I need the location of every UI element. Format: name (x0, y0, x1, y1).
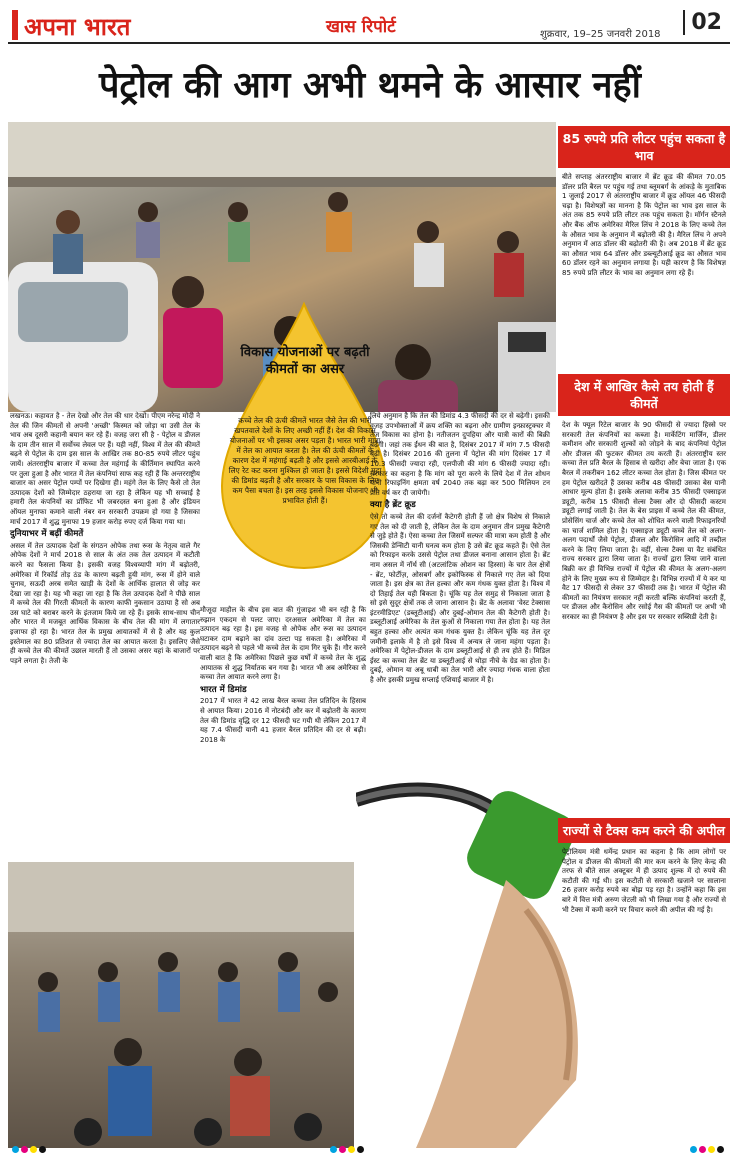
article-lead: लखनऊ। कहावत है - तेल देखो और तेल की धार देखो। पीएम नरेन्द्र मोदी ने तेल की जिन कीमतों से अपनी 'अच्छी' किस्मत को जोड़ा था उसी तेल के भाव अब दूसरी कहानी बयान कर रहे हैं। वजह जरा सी है - पेट्रोल व डीजल के दाम तीन साल में सर्वोच्च लेवल पर हैं। यही नहीं, विश्व में तेल की कीमतें बढ़ने से पेट्रोल के दाम इस साल के आखिर तक 80-85 रुपये लीटर पहुंच जायें। अंतरराष्ट्रीय बाजार में कच्चा तेल महंगाई के कीर्तिमान स्थापित करने पर तुला हुआ है और भारत में तेल कंपनियां साफ कह रही हैं कि अन्तरराष्ट्रीय बाजार का असर पेट्रोल पम्पों पर दिखेगा ही। महंगे तेल के लिए कैसे तो तेल उत्पादक देशों को जिम्मेदार ठहराया जा रहा है लेकिन यह भी सच्चाई है हमारी तेल कंपनियों का प्रॉफिट भी जबरदस्त बना हुआ है और इंडियन ऑयल मुनाफा कमाने वाली नंबर वन सरकारी उपक्रम हो गया है जिसका मार्च 2017 में शुद्ध मुनाफा 19 हजार करोड़ रुपए दर्ज किया गया था। (10, 412, 200, 526)
sidebar-box-price-setting (558, 374, 730, 814)
brand-accent-bar (12, 10, 18, 40)
masthead (8, 8, 730, 44)
issue-date: शुक्रवार, 19–25 जनवरी 2018 (540, 29, 661, 40)
black-dot (39, 1146, 46, 1153)
article-col2-body: मौजूदा माहौल के बीच इस बात की गुंजाइश भी बन रही है कि रुझान एकदम से पलट जाए। दरअसल अमेरिका में तेल का उत्पादन बढ़ रहा है। इस वजह से ओपेक और रूस का उत्पादन घटाकर दाम बढ़ाने का दांव उल्टा पड़ सकता है। अमेरिका में उत्पादन बढ़ने से पहले भी कच्चे तेल के दाम गिर चुके हैं। गौर करने वाली बात है कि अमेरिका पिछले कुछ वर्षों में कच्चे तेल के शुद्ध आयातक से शुद्ध निर्यातक बन गया है। भारत भी अब अमेरिका से कच्चा तेल आयात करने लगा है। (200, 606, 366, 682)
section-label: खास रिपोर्ट (326, 17, 396, 37)
registration-dots-center (330, 1146, 364, 1156)
sidebar-box1-body: बीते सप्ताह अंतरराष्ट्रीय बाजार में ब्रेंट क्रूड की कीमत 70.05 डॉलर प्रति बैरल पर पहुंच गई तथा ब्लूमबर्ग के आंकड़े के मुताबिक 1 जुलाई 2017 से अंतरराष्ट्रीय बाजार में क्रूड ऑयल 46 फीसदी चढ़ा है। विशेषज्ञों का मानना है कि पेट्रोल का भाव इस साल के अंत तक 85 रुपये प्रति लीटर तक पहुंच सकता है। मॉर्गन स्टैनले और बैंक ऑफ अमेरिका मैरिल लिंच ने 2018 के लिए कच्चे तेल के औसत भाव के अनुमान में बढ़ोतरी की है। मैरिल लिंच ने अपने अनुमान में आठ डॉलर की बढ़ोतरी की है। अब 2018 में ब्रेंट क्रूड का औसत भाव 64 डॉलर और डब्ल्यूटीआई क्रूड का औसत भाव 60 डॉलर रहने का अनुमान लगाया है। यही कारण है कि विशेषज्ञ 85 रुपये प्रति लीटर के भाव का अनुमान लगा रहे हैं। (562, 173, 726, 277)
registration-dots-left (12, 1146, 46, 1156)
callout-body: कच्चे तेल की ऊंची कीमतें भारत जैसे तेल की भारी खपतवाले देशों के लिए अच्छी नहीं हैं। देश की विकास योजनाओं पर भी इसका असर पड़ता है। भारत भारी मात्रा में तेल का आयात करता है। तेल की ऊंची कीमतों के कारण देश में महंगाई बढ़ती है और इससे आरबीआई के लिए रेट कट करना मुश्किल हो जाता है। इससे विदेशी मुद्रा की डिमांड बढ़ती है और सरकार के पास विकास के लिए कम पैसा बचता है। इस तरह इससे विकास योजनाएं भी प्रभावित होती हैं। (228, 416, 382, 505)
subhead-world-prices: दुनियाभर में बढ़ीं कीमतें (10, 529, 84, 540)
black-dot (717, 1146, 724, 1153)
cyan-dot (12, 1146, 19, 1153)
subhead-india-demand: भारत में डिमांड (200, 684, 247, 695)
yellow-dot (30, 1146, 37, 1153)
yellow-dot (348, 1146, 355, 1153)
sidebar-box2-body: देश के फ्यूल रिटेल बाजार के 90 फीसदी से ज्यादा हिस्से पर सरकारी तेल कंपनियों का कब्जा है। मार्केटिंग मार्जिन, डीलर कमीशन और सरकारी शुल्कों को जोड़ने के बाद कंपनियां पेट्रोल और डीजल की फुटकर कीमत तय करती हैं। अंतरराष्ट्रीय स्तर कच्चा तेल प्रति बैरल के हिसाब से खरीदा और बेचा जाता है। एक बैरल में तकरीबन 162 लीटर कच्चा तेल होता है। जिस कीमत पर हम पेट्रोल खरीदते हैं उसका करीब 48 फीसदी उसका बेस यानी आधार मूल्य होता है। इसके अलावा करीब 35 फीसदी एक्साइज ड्यूटी, करीब 15 फीसदी सेल्स टैक्स और दो फीसदी कस्टम ड्यूटी लगाई जाती है। तेल के बेस प्राइस में कच्चे तेल की कीमत, प्रोसेसिंग चार्ज और कच्चे तेल को शोधित करने वाली रिफाइनरियों का चार्ज शामिल होता है। एक्साइज ड्यूटी कच्चे तेल को अलग-अलग पदार्थों जैसे पेट्रोल, डीजल और किरोसिन आदि में तब्दील करने के लिए लिया जाता है। वहीं, सेल्स टैक्स या वैट संबंधित राज्य सरकार द्वारा लिया जाता है। राज्यों द्वारा लिया जाने वाला बिक्री कर ही विभिन्न राज्यों में पेट्रोल की कीमत के अलग-अलग होने के लिए मुख्य रूप से जिम्मेदार है। विभिन्न राज्यों में ये कर या वैट 17 फीसदी से लेकर 37 फीसदी तक है। भारत में पेट्रोल की कीमतों का नियंत्रण सरकार नहीं करती बल्कि कंपनियां करती हैं, पर डीजल और कैरोसिन और रसोई गैस की कीमतों पर अभी भी सरकार का ही नियंत्रण है और इस पर सरकार सब्सिडी देती है। (562, 421, 726, 621)
magenta-dot (699, 1146, 706, 1153)
article-section3-body: ऐसे तो कच्चे तेल की दर्जनों कैटेगरी होती हैं जो क्षेत्र विशेष से निकाले गए तेल को दी जाती है, लेकिन तेल के दाम अनुमान तीन प्रमुख कैटेगरी से जुड़े होते हैं। ऐसा कच्चा तेल जिसमें सल्फर की मात्रा कम होती है और जिसकी डेन्सिटी यानी घनत्व कम होता है उसे ब्रेंट क्रूड कहते हैं। ऐसे तेल को रिफाइन करके उससे पेट्रोल तथा डीजल बनाना आसान होता है। ब्रेंट नाम असल में नॉर्थ सी (अटलांटिक ओशन का हिस्सा) के चार तेल क्षेत्रों - ब्रेंट, फोर्टीज़, ओसबर्ग और इकोफिस्क से निकाले गए तेल को दिया जाता है। इस क्षेत्र का तेल हल्का और कम गंधक युक्त होता है। विश्व में दो तिहाई तेल यही बिकता है। चूंकि यह तेल समुद्र से निकाला जाता है सो इसे सुदूर क्षेत्रों तक ले जाना आसान है। ब्रेंट के अलावा 'वेस्ट टेक्सास इंटरमीडिएट' (डब्लूटीआई) और दुबई-ओमान तेल की कैटेगरी होती है। डब्लूटीआई अमेरिका के तेल कुओं से निकाला गया तेल होता है। यह तेल बहुत हल्का और अत्यंत कम गंधक युक्त है। लेकिन चूंकि यह तेल दूर जमीनी इलाके में है तो इसे विश्व में अन्यत्र ले जाना महंगा पड़ता है। अमेरिका में पेट्रोल-डीजल के दाम डब्लूटीआई से ही तय होते हैं। मिडिल ईस्ट का कच्चा तेल ब्रेंट या डब्लूटीआई से थोड़ा नीचे के ग्रेड का होता है। दुबई, ओमान या अबू धाबी का तेल भारी और ज्यादा गंधक वाला होता है और इसकी प्रमुख सप्लाई एशियाई बाजार में है। (370, 512, 550, 685)
sidebar-box-price-forecast (558, 126, 730, 366)
article-column-1 (10, 412, 200, 862)
magenta-dot (339, 1146, 346, 1153)
callout-title: विकास योजनाओं पर बढ़ती कीमतों का असर (240, 345, 370, 377)
cyan-dot (690, 1146, 697, 1153)
article-section2-body: 2017 में भारत ने 42 लाख बैरल कच्चा तेल प्रतिदिन के हिसाब से आयात किया। 2016 में नोटबंदी और कर में बढ़ोतरी के कारण तेल की डिमांड वृद्धि दर 12 फीसदी घट गयी थी लेकिन 2017 में यह 7.4 फीसदी यानी 41 हजार बैरल प्रतिदिन की दर से बढ़ी। 2018 के (200, 697, 366, 744)
sidebar-box-tax-appeal (558, 818, 730, 1008)
two-wheeler-queue-photo (8, 862, 354, 1148)
sidebar-box3-body: पेट्रोलियम मंत्री धर्मेन्द्र प्रधान का कहना है कि आम लोगों पर पेट्रोल व डीजल की कीमतों की मार कम करने के लिए केन्द्र की तरफ से बीते साल अक्टूबर में ही उत्पाद शुल्क में दो रुपये की कटौती की गई थी। इस कटौती से सरकारी खजाने पर सालाना 26 हजार करोड़ रुपये का बोझ पड़ रहा है। उन्होंने कहा कि इस बारे में वित्त मंत्री अरुण जेटली को भी लिखा गया है और राज्यों से भी टैक्स में कमी करने पर विचार करने की अपील की गई है। (562, 848, 726, 914)
sidebar-box2-title: देश में आखिर कैसे तय होती हैं कीमतें (558, 374, 730, 416)
magenta-dot (21, 1146, 28, 1153)
article-column-2 (200, 606, 366, 806)
black-dot (357, 1146, 364, 1153)
page-number: 02 (683, 10, 722, 35)
yellow-dot (708, 1146, 715, 1153)
publication-name: अपना भारत (24, 13, 131, 41)
oil-drop-callout (218, 300, 390, 572)
article-col3-body: लिये अनुमान है कि तेल की डिमांड 4.3 फीसदी की दर से बढ़ेगी। इसकी वजह उपभोक्ताओं में क्रय शक्ति का बढ़ना और ग्रामीण इन्फ्रास्ट्रक्चर में तेज विकास का होना है। नतीजतन दुपहिया और यात्री कारों की बिक्री बढ़ेगी। जहां तक ईंधन की बात है, दिसंबर 2017 में मांग 7.5 फीसदी बढ़ी है। दिसंबर 2016 की तुलना में पेट्रोल की मांग दिसंबर 17 में 10.3 फीसदी ज्यादा रही, एलपीजी की मांग 6 फीसदी ज्यादा रही। सरकार का कहना है कि मांग को पूरा करने के लिये देश में तेल शोधन यानी रिफाइनिंग क्षमता वर्ष 2040 तक बढ़ा कर 500 मिलियन टन प्रति वर्ष कर दी जायेगी। (370, 412, 550, 497)
main-headline: पेट्रोल की आग अभी थमने के आसार नहीं (99, 64, 641, 106)
queue-photo-illustration (8, 862, 354, 1148)
article-section1-body: असल में तेल उत्पादक देशों के संगठन ओपेक तथा रूस के नेतृत्व वाले गैर ओपेक देशों ने मार्च 2018 से साल के अंत तक तेल उत्पादन में कटौती करने का फैसला किया है। इसकी वजह विश्वव्यापी मांग में बढ़ोतरी, अमेरिका में रिकॉर्ड तोड़ ठंड के कारण बढ़ती हुयी मांग, रूस में होने वाले चुनाव, सऊदी अरब समेत खाड़ी के देशों के आर्थिक हालात से जोड़ कर देखा जा रहा है। यह भी कहा जा रहा है कि तेल उत्पादक देशों ने पीछे साल में कच्चे तेल की गिरती कीमतों के कारण काफी नुकसान उठाया है सो अब उस घाटे को बराबर करने के इंतजाम किये जा रहे हैं। इसके साथ-साथ चीन और भारत में मजबूत आर्थिक विकास के बीच तेल की मांग में लगातार इजाफा हो रहा है। भारत तेल के प्रमुख आयातकों में से है और यह कुल इस्तेमाल का 80 प्रतिशत से ज्यादा तेल का आयात करता है। इसलिए जैसे ही कच्चे तेल की कीमतें उछाल मारती हैं तो उसका असर यहां के बाजारों पर पड़ने लगता है। तेजी के (10, 541, 200, 665)
subhead-brent-crude: क्या है ब्रेंट क्रूड (370, 500, 416, 511)
sidebar-box1-title: 85 रुपये प्रति लीटर पहुंच सकता है भाव (558, 126, 730, 168)
sidebar-box3-title: राज्यों से टैक्स कम करने की अपील (558, 818, 730, 843)
registration-dots-right (690, 1146, 724, 1156)
cyan-dot (330, 1146, 337, 1153)
